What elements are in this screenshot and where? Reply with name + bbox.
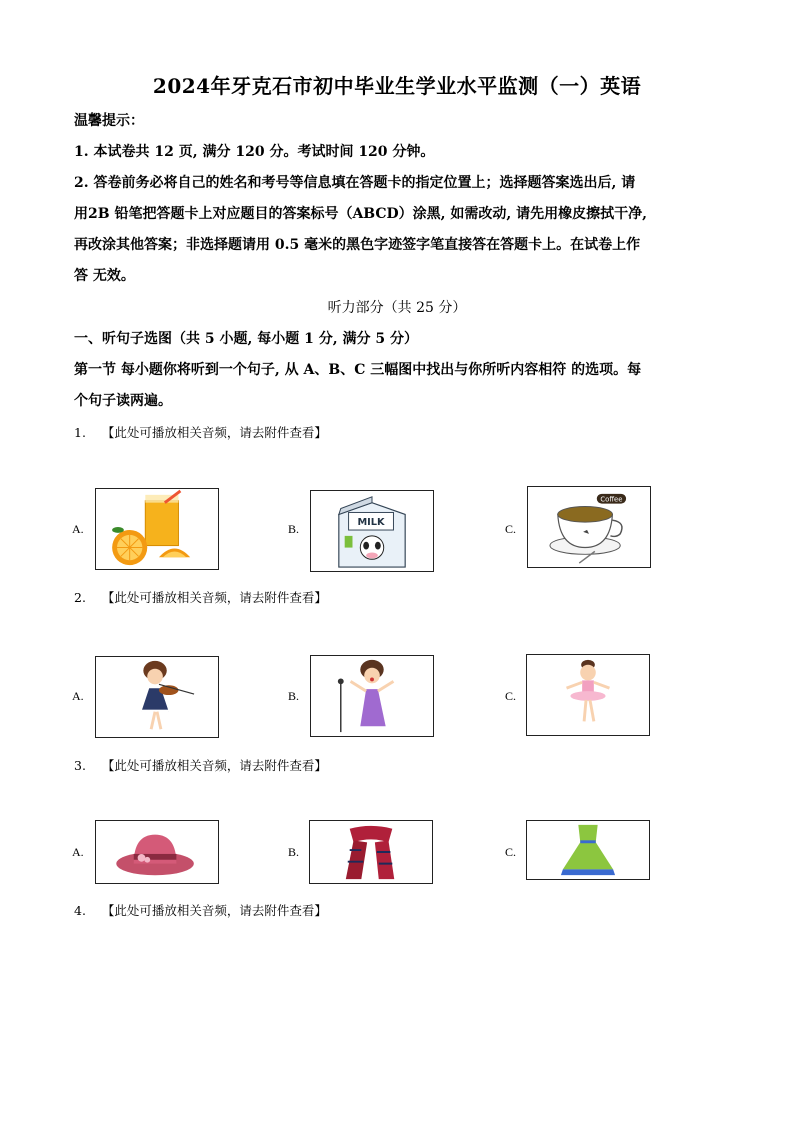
milk-carton-icon xyxy=(311,491,433,571)
option-b-picture[interactable] xyxy=(310,655,434,737)
dress-icon xyxy=(527,821,649,879)
violin-girl-icon xyxy=(96,657,218,737)
milk-print: MILK xyxy=(357,517,385,529)
option-label-a: A. xyxy=(72,845,84,859)
option-label-b: B. xyxy=(288,522,300,536)
tips-line-1: 1. 本试卷共 12 页, 满分 120 分。考试时间 120 分钟。 xyxy=(74,144,435,160)
question-number: 3. xyxy=(74,758,86,773)
option-a-picture[interactable] xyxy=(95,820,219,884)
option-b-picture[interactable] xyxy=(310,490,434,572)
section-heading: 听力部分（共 25 分） xyxy=(327,300,467,316)
question-number: 4. xyxy=(74,903,86,918)
question-number: 2. xyxy=(74,590,86,605)
option-label-b: B. xyxy=(288,689,300,703)
option-label-c: C. xyxy=(505,845,517,859)
ballet-girl-icon xyxy=(527,655,649,735)
option-label-c: C. xyxy=(505,689,517,703)
tips-line-2c: 再改涂其他答案；非选择题请用 0.5 毫米的黑色字迹签字笔直接答在答题卡上。在试卷上作 xyxy=(74,237,641,253)
instruction-line-b: 个句子读两遍。 xyxy=(74,393,172,409)
coffee-cup-icon xyxy=(528,487,650,567)
tips-line-2a: 2. 答卷前务必将自己的姓名和考号等信息填在答题卡的指定位置上；选择题答案选出后, 请 xyxy=(74,175,636,191)
question-2 xyxy=(74,588,327,606)
audio-note[interactable]: 【此处可播放相关音频，请去附件查看】 xyxy=(101,590,327,605)
question-1 xyxy=(74,423,327,441)
question-4 xyxy=(74,901,327,919)
option-c-picture[interactable] xyxy=(526,820,650,880)
hat-icon xyxy=(96,821,218,883)
coffee-print: Coffee xyxy=(600,495,623,504)
audio-note[interactable]: 【此处可播放相关音频，请去附件查看】 xyxy=(101,903,327,918)
audio-note[interactable]: 【此处可播放相关音频，请去附件查看】 xyxy=(101,425,327,440)
option-b-picture[interactable] xyxy=(309,820,433,884)
option-a-picture[interactable] xyxy=(95,488,219,570)
tips-line-2b: 用2B 铅笔把答题卡上对应题目的答案标号（ABCD）涂黑, 如需改动, 请先用橡皮擦拭干净, xyxy=(74,206,648,222)
tips-heading: 温馨提示： xyxy=(74,113,144,129)
option-label-a: A. xyxy=(72,522,84,536)
part-one-heading: 一、听句子选图（共 5 小题, 每小题 1 分, 满分 5 分） xyxy=(74,331,418,347)
option-c-picture[interactable] xyxy=(526,654,650,736)
question-number: 1. xyxy=(74,425,86,440)
option-label-c: C. xyxy=(505,522,517,536)
option-label-a: A. xyxy=(72,689,84,703)
page-title: 2024年牙克石市初中毕业生学业水平监测（一）英语 xyxy=(152,74,642,98)
audio-note[interactable]: 【此处可播放相关音频，请去附件查看】 xyxy=(101,758,327,773)
option-c-picture[interactable] xyxy=(527,486,651,568)
question-3 xyxy=(74,756,327,774)
scarf-icon xyxy=(310,821,432,883)
option-a-picture[interactable] xyxy=(95,656,219,738)
tips-line-2d: 答 无效。 xyxy=(74,268,135,284)
instruction-line-a: 第一节 每小题你将听到一个句子, 从 A、B、C 三幅图中找出与你所听内容相符 的选项。每 xyxy=(74,362,642,378)
option-label-b: B. xyxy=(288,845,300,859)
orange-juice-icon xyxy=(96,489,218,569)
singing-girl-icon xyxy=(311,656,433,736)
